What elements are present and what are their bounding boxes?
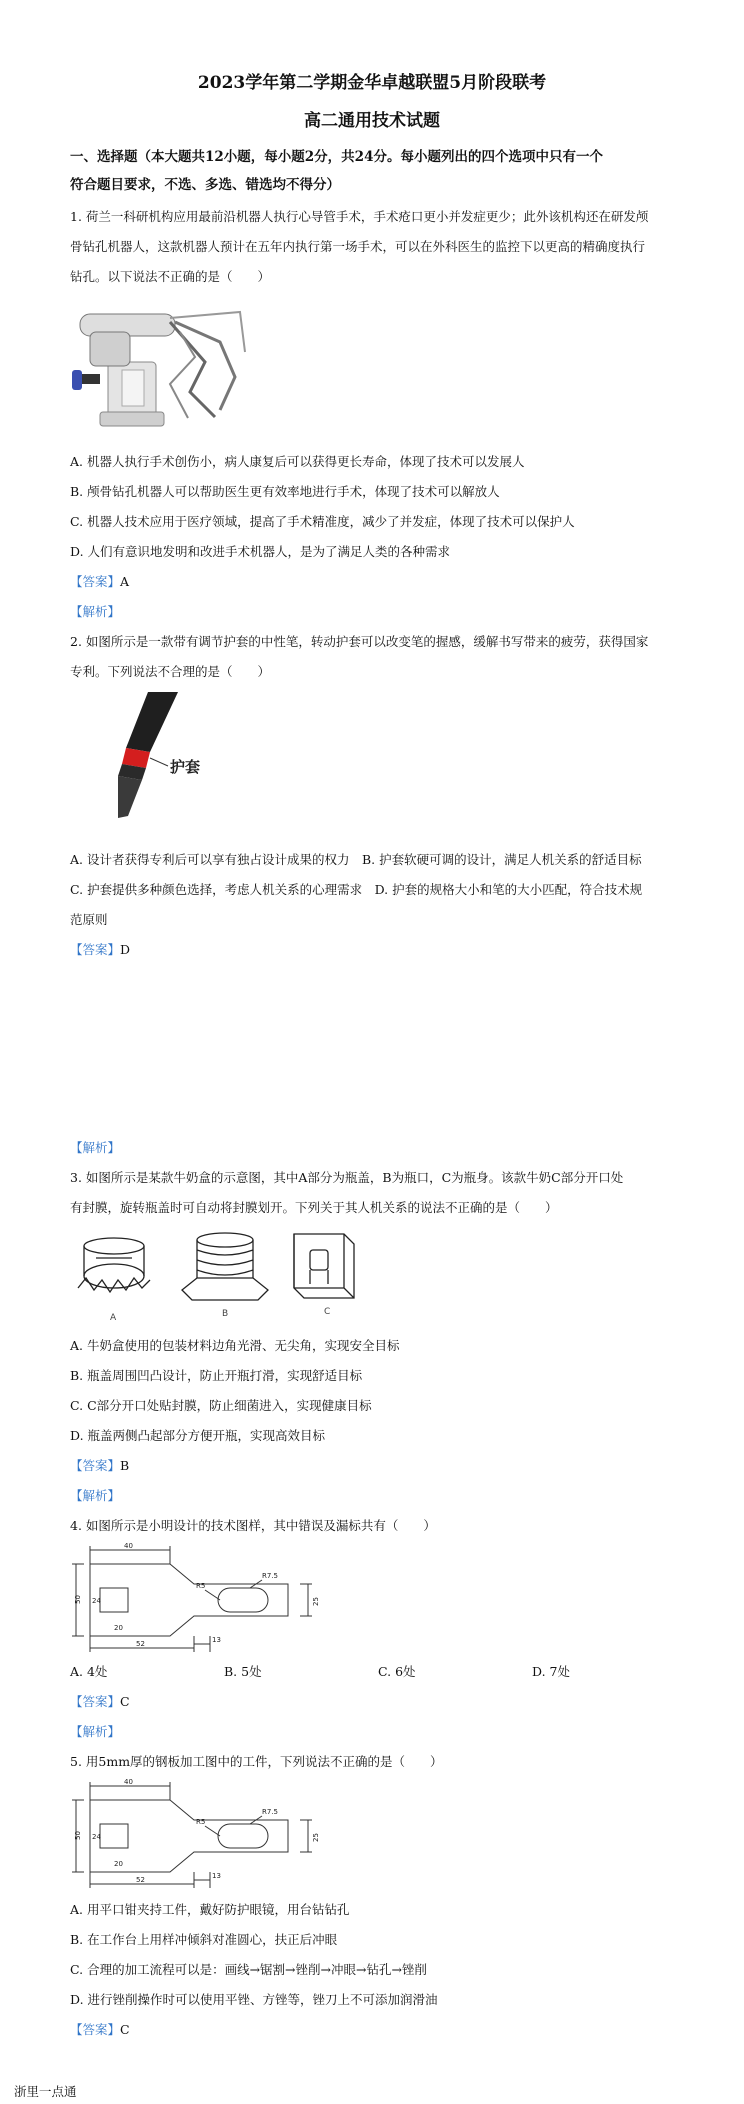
- q2-options-line2: C. 护套提供多种颜色选择，考虑人机关系的心理需求 D. 护套的规格大小和笔的大小匹配，符合技术规: [70, 882, 643, 897]
- dim-24: 24: [92, 1833, 101, 1841]
- q2-options-line1: A. 设计者获得专利后可以享有独占设计成果的权力 B. 护套软硬可调的设计，满足人机关系的舒适目标: [70, 852, 642, 867]
- q4-analysis-tag: 【解析】: [70, 1724, 121, 1739]
- q1-option-c: C. 机器人技术应用于医疗领域，提高了手术精准度，减少了并发症，体现了技术可以保护人: [70, 514, 575, 529]
- fig-label-c: C: [324, 1307, 331, 1317]
- q2-analysis-tag: 【解析】: [70, 1140, 121, 1155]
- q4-answer: [70, 1692, 130, 1710]
- exam-title: 2023学年第二学期金华卓越联盟5月阶段联考: [197, 73, 547, 93]
- dim-r75: R7.5: [262, 1808, 278, 1816]
- fig-label-a: A: [110, 1313, 117, 1323]
- q4-option-b: B. 5处: [224, 1664, 262, 1679]
- q1-answer: [70, 572, 129, 590]
- q5-answer: [70, 2020, 130, 2038]
- dim-52: 52: [136, 1876, 145, 1884]
- q4-answer-value: C: [120, 1694, 130, 1709]
- q1-option-d: D. 人们有意识地发明和改进手术机器人，是为了满足人类的各种需求: [70, 544, 451, 559]
- answer-tag: 【答案】: [70, 942, 121, 957]
- q5-option-b: B. 在工作台上用样冲倾斜对准圆心，扶正后冲眼: [70, 1932, 338, 1947]
- exam-subtitle: 高二通用技术试题: [304, 111, 440, 131]
- answer-tag: 【答案】: [70, 1458, 121, 1473]
- section-heading-1: 一、选择题（本大题共12小题，每小题2分，共24分。每小题列出的四个选项中只有一个: [70, 149, 603, 165]
- milk-carton-figure: [72, 1228, 372, 1328]
- q2-answer-value: D: [120, 942, 131, 957]
- surgical-robot-figure: [70, 292, 250, 430]
- q1-stem-line3: 钻孔。以下说法不正确的是（ ）: [70, 269, 271, 284]
- q5-option-d: D. 进行锉削操作时可以使用平锉、方锉等，锉刀上不可添加润滑油: [70, 1992, 438, 2007]
- dim-40: 40: [124, 1778, 133, 1786]
- q3-answer: [70, 1456, 129, 1474]
- q4-option-a: A. 4处: [70, 1664, 108, 1679]
- pen-figure: [88, 692, 238, 842]
- dim-50: 50: [74, 1831, 82, 1840]
- q3-option-a: A. 牛奶盒使用的包装材料边角光滑、无尖角，实现安全目标: [70, 1338, 400, 1353]
- dim-13: 13: [212, 1872, 221, 1880]
- dim-13: 13: [212, 1636, 221, 1644]
- q3-stem-line1: 3. 如图所示是某款牛奶盒的示意图，其中A部分为瓶盖，B为瓶口，C为瓶身。该款牛奶C部分开口处: [70, 1170, 624, 1185]
- q2-options-line3: 范原则: [70, 912, 108, 927]
- q1-stem-line1: 1. 荷兰一科研机构应用最前沿机器人执行心导管手术，手术疮口更小并发症更少；此外该机构还在研发颅: [70, 209, 649, 224]
- q3-analysis-tag: 【解析】: [70, 1488, 121, 1503]
- q1-option-b: B. 颅骨钻孔机器人可以帮助医生更有效率地进行手术，体现了技术可以解放人: [70, 484, 500, 499]
- dim-24: 24: [92, 1597, 101, 1605]
- q3-stem-line2: 有封膜，旋转瓶盖时可自动将封膜划开。下列关于其人机关系的说法不正确的是（ ）: [70, 1200, 558, 1215]
- pen-sleeve-label: 护套: [170, 758, 201, 776]
- dim-20: 20: [114, 1860, 123, 1868]
- dim-52: 52: [136, 1640, 145, 1648]
- q1-analysis-tag: 【解析】: [70, 604, 121, 619]
- q3-answer-value: B: [120, 1458, 130, 1473]
- q4-stem: 4. 如图所示是小明设计的技术图样，其中错误及漏标共有（ ）: [70, 1518, 436, 1533]
- q4-option-c: C. 6处: [378, 1664, 416, 1679]
- fig-label-b: B: [222, 1309, 229, 1319]
- q3-option-c: C. C部分开口处贴封膜，防止细菌进入，实现健康目标: [70, 1398, 372, 1413]
- dim-25: 25: [312, 1833, 320, 1842]
- technical-drawing-q5: [70, 1776, 340, 1892]
- dim-20: 20: [114, 1624, 123, 1632]
- answer-tag: 【答案】: [70, 574, 121, 589]
- q3-option-d: D. 瓶盖两侧凸起部分方便开瓶，实现高效目标: [70, 1428, 326, 1443]
- q1-answer-value: A: [120, 574, 130, 589]
- dim-40: 40: [124, 1542, 133, 1550]
- footer-brand: 浙里一点通: [14, 2084, 77, 2099]
- dim-r75: R7.5: [262, 1572, 278, 1580]
- q3-option-b: B. 瓶盖周围凹凸设计，防止开瓶打滑，实现舒适目标: [70, 1368, 363, 1383]
- dim-25: 25: [312, 1597, 320, 1606]
- dim-50: 50: [74, 1595, 82, 1604]
- q5-option-a: A. 用平口钳夹持工件，戴好防护眼镜，用台钻钻孔: [70, 1902, 350, 1917]
- technical-drawing-q4: [70, 1540, 340, 1656]
- q1-stem-line2: 骨钻孔机器人，这款机器人预计在五年内执行第一场手术，可以在外科医生的监控下以更高的精确度执行: [70, 239, 646, 254]
- q2-stem-line1: 2. 如图所示是一款带有调节护套的中性笔，转动护套可以改变笔的握感，缓解书写带来的疲劳，获得国家: [70, 634, 649, 649]
- q4-option-d: D. 7处: [532, 1664, 570, 1679]
- dim-r5: R5: [196, 1818, 206, 1826]
- q5-stem: 5. 用5mm厚的钢板加工图中的工件，下列说法不正确的是（ ）: [70, 1754, 443, 1769]
- q2-answer: [70, 940, 130, 958]
- section-heading-2: 符合题目要求，不选、多选、错选均不得分）: [70, 177, 340, 193]
- q1-option-a: A. 机器人执行手术创伤小，病人康复后可以获得更长寿命，体现了技术可以发展人: [70, 454, 525, 469]
- q2-stem-line2: 专利。下列说法不合理的是（ ）: [70, 664, 271, 679]
- answer-tag: 【答案】: [70, 2022, 121, 2037]
- answer-tag: 【答案】: [70, 1694, 121, 1709]
- q5-answer-value: C: [120, 2022, 130, 2037]
- dim-r5: R5: [196, 1582, 206, 1590]
- q5-option-c: C. 合理的加工流程可以是：画线→锯割→锉削→冲眼→钻孔→锉削: [70, 1962, 427, 1977]
